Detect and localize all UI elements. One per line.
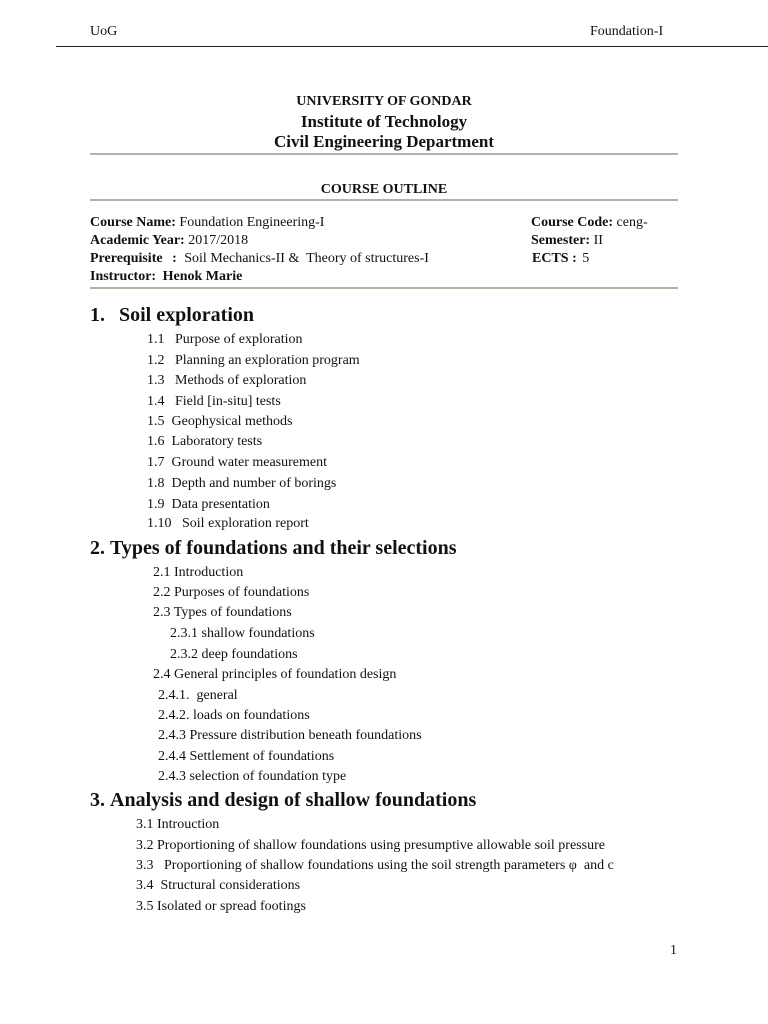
list-item: 1.5 Geophysical methods	[147, 414, 293, 429]
list-item: 2.4.3 selection of foundation type	[158, 769, 347, 784]
list-item: 2.4 General principles of foundation design	[153, 667, 397, 682]
list-item: 1.9 Data presentation	[147, 497, 270, 512]
academic-year-value: 2017/2018	[188, 233, 249, 248]
ects-label: ECTS :	[532, 251, 577, 266]
section-title: Analysis and design of shallow foundations	[110, 789, 477, 811]
semester-label: Semester:	[531, 233, 591, 248]
section-heading	[90, 304, 254, 327]
academic-year-row	[90, 233, 248, 249]
list-item: 2.4.1. general	[158, 688, 238, 703]
list-item: 3.3 Proportioning of shallow foundations using the soil strength parameters φ and c	[136, 858, 614, 873]
section-title: Soil exploration	[119, 304, 255, 326]
prerequisite-row	[90, 251, 429, 267]
header-right: Foundation-I	[590, 24, 664, 39]
header-rule	[56, 46, 768, 47]
section-heading	[90, 789, 476, 812]
institute-name: Institute of Technology	[300, 112, 468, 131]
ects-value: 5	[582, 251, 590, 266]
prerequisite-value: Soil Mechanics-II & Theory of structures-I	[184, 251, 429, 266]
list-item: 1.1 Purpose of exploration	[147, 332, 303, 347]
page-number: 1	[670, 943, 677, 958]
instructor-value: Henok Marie	[162, 269, 243, 284]
prerequisite-separator: :	[172, 251, 177, 266]
instructor-label: Instructor:	[90, 269, 157, 284]
list-item: 1.2 Planning an exploration program	[147, 353, 360, 368]
divider	[90, 287, 678, 289]
course-code-value: ceng-	[616, 215, 648, 230]
list-item: 2.2 Purposes of foundations	[153, 585, 310, 600]
academic-year-label: Academic Year:	[90, 233, 185, 248]
semester-value: II	[593, 233, 603, 248]
course-name-row	[90, 215, 324, 231]
instructor-row	[90, 269, 242, 285]
list-item: 3.2 Proportioning of shallow foundations using presumptive allowable soil pressure	[136, 838, 605, 853]
list-item: 3.5 Isolated or spread footings	[136, 899, 306, 914]
divider	[90, 153, 678, 155]
course-name-value: Foundation Engineering-I	[179, 215, 325, 230]
list-item: 3.4 Structural considerations	[136, 878, 301, 893]
department-name: Civil Engineering Department	[273, 132, 495, 151]
section-title: Types of foundations and their selections	[110, 537, 457, 559]
list-item: 1.6 Laboratory tests	[147, 434, 263, 449]
ects-row	[532, 251, 589, 267]
university-name: UNIVERSITY OF GONDAR	[296, 94, 472, 109]
prerequisite-label: Prerequisite	[90, 251, 163, 266]
header-left: UoG	[90, 24, 118, 39]
course-name-label: Course Name:	[90, 215, 176, 230]
list-item: 1.8 Depth and number of borings	[147, 476, 337, 491]
divider	[90, 199, 678, 201]
course-code-label: Course Code:	[531, 215, 614, 230]
list-item: 3.1 Introuction	[136, 817, 220, 832]
semester-row	[531, 233, 603, 249]
section-number: 3.	[90, 789, 105, 811]
list-item: 2.4.2. loads on foundations	[158, 708, 310, 723]
list-item: 2.3.2 deep foundations	[170, 647, 298, 662]
list-item: 1.4 Field [in-situ] tests	[147, 394, 281, 409]
list-item: 2.3.1 shallow foundations	[170, 626, 315, 641]
section-number: 2.	[90, 537, 105, 559]
outline-title: COURSE OUTLINE	[320, 182, 448, 197]
list-item: 2.4.3 Pressure distribution beneath foundations	[158, 728, 422, 743]
list-item: 1.3 Methods of exploration	[147, 373, 307, 388]
list-item: 2.1 Introduction	[153, 565, 244, 580]
list-item: 2.3 Types of foundations	[153, 605, 292, 620]
list-item: 1.10 Soil exploration report	[147, 516, 309, 531]
list-item: 2.4.4 Settlement of foundations	[158, 749, 335, 764]
section-number: 1.	[90, 304, 105, 326]
course-code-row	[531, 215, 648, 231]
list-item: 1.7 Ground water measurement	[147, 455, 327, 470]
section-heading	[90, 537, 457, 560]
